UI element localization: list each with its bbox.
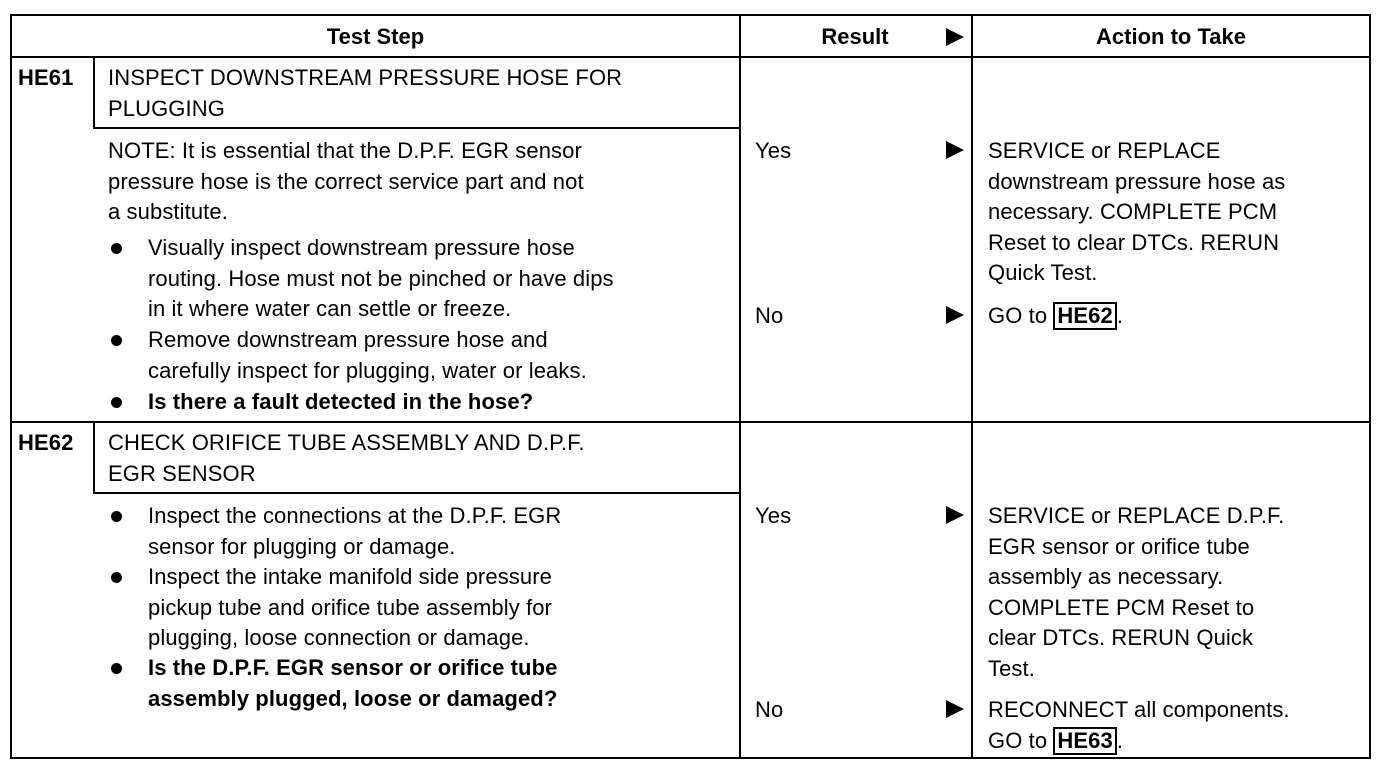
result-arrow-icon <box>946 141 964 159</box>
result-arrow-icon <box>946 306 964 324</box>
bullet-icon <box>111 335 122 346</box>
table-top-border <box>10 14 1371 16</box>
bullet-icon <box>111 663 122 674</box>
header-bottom-border <box>10 56 1371 58</box>
step-id-divider <box>93 57 95 128</box>
step-title: INSPECT DOWNSTREAM PRESSURE HOSE FOR PLUGGING <box>108 65 623 121</box>
step-reference-link[interactable]: HE62 <box>1053 302 1116 330</box>
step-reference-link[interactable]: HE63 <box>1053 727 1116 755</box>
row-divider <box>10 421 1371 423</box>
bullet-icon <box>111 572 122 583</box>
result-arrow-icon <box>946 506 964 524</box>
step-title-divider <box>93 492 740 494</box>
step-title-divider <box>93 127 740 129</box>
action-text: RECONNECT all components. GO to HE63 . <box>988 697 1290 753</box>
bullet-icon <box>111 397 122 408</box>
result-no: No <box>755 303 784 328</box>
action-text: SERVICE or REPLACE downstream pressure hose as necessary. COMPLETE PCM Reset to clear DTCs. RERUN Quick Test. <box>988 138 1286 285</box>
column-divider-step-result <box>739 14 741 759</box>
step-id-divider <box>93 422 95 493</box>
step-id: HE62 <box>18 430 74 455</box>
list-item: Visually inspect downstream pressure hose routing. Hose must not be pinched or have dips in it where water can settle or freeze. <box>148 235 614 321</box>
action-text: GO to HE62 . <box>988 303 1124 328</box>
list-item: Remove downstream pressure hose and carefully inspect for plugging, water or leaks. <box>148 327 587 383</box>
header-test-step: Test Step <box>326 24 425 49</box>
table-bottom-border <box>10 757 1371 759</box>
result-no: No <box>755 697 784 722</box>
action-text: SERVICE or REPLACE D.P.F. EGR sensor or orifice tube assembly as necessary. COMPLETE PCM Reset to clear DTCs. RERUN Quick Test. <box>988 503 1285 681</box>
bullet-icon <box>111 511 122 522</box>
result-arrow-icon <box>946 700 964 718</box>
header-action: Action to Take <box>1096 24 1246 49</box>
result-yes: Yes <box>755 503 792 528</box>
step-title: CHECK ORIFICE TUBE ASSEMBLY AND D.P.F. EGR SENSOR <box>108 430 585 486</box>
column-divider-result-action <box>971 14 973 759</box>
list-item: Inspect the intake manifold side pressure pickup tube and orifice tube assembly for plugging, loose connection or damage. <box>148 564 552 650</box>
list-item-question: Is there a fault detected in the hose? <box>148 389 534 414</box>
table-left-border <box>10 14 12 759</box>
list-item: Inspect the connections at the D.P.F. EGR sensor for plugging or damage. <box>148 503 562 559</box>
step-id: HE61 <box>18 65 74 90</box>
table-right-border <box>1369 14 1371 759</box>
header-result: Result <box>821 24 889 49</box>
list-item-question: Is the D.P.F. EGR sensor or orifice tube assembly plugged, loose or damaged? <box>148 655 558 711</box>
bullet-icon <box>111 243 122 254</box>
result-yes: Yes <box>755 138 792 163</box>
step-note: NOTE: It is essential that the D.P.F. EGR sensor pressure hose is the correct service part and not a substitute. <box>108 138 584 224</box>
header-arrow-icon <box>946 28 964 46</box>
